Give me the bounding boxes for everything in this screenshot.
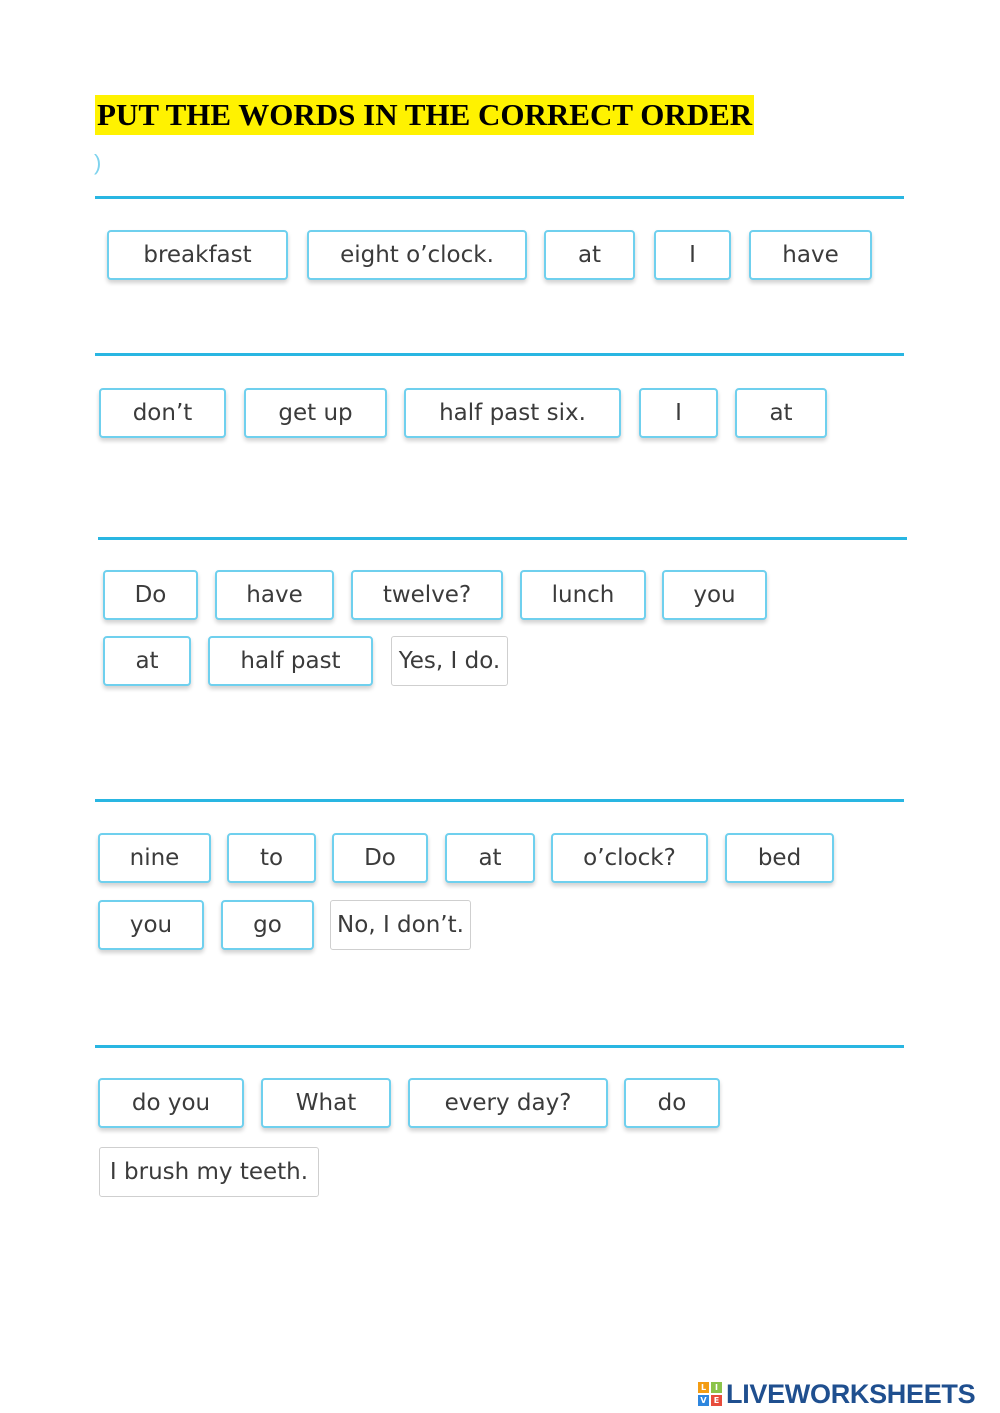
worksheet-title: PUT THE WORDS IN THE CORRECT ORDER bbox=[95, 95, 754, 135]
logo-letter: L bbox=[698, 1382, 709, 1393]
word-tile[interactable]: I bbox=[654, 230, 731, 280]
word-tile[interactable]: have bbox=[749, 230, 872, 280]
word-tile[interactable]: lunch bbox=[520, 570, 646, 620]
word-tile[interactable]: you bbox=[662, 570, 767, 620]
word-tile[interactable]: do bbox=[624, 1078, 720, 1128]
logo-letter: E bbox=[711, 1395, 722, 1406]
word-tile[interactable]: at bbox=[445, 833, 535, 883]
answer-line-1[interactable] bbox=[95, 196, 904, 199]
word-tile[interactable]: o’clock? bbox=[551, 833, 708, 883]
word-tile[interactable]: you bbox=[98, 900, 204, 950]
answer-line-2[interactable] bbox=[95, 353, 904, 356]
answer-line-3[interactable] bbox=[98, 537, 907, 540]
answer-tile[interactable]: I brush my teeth. bbox=[99, 1147, 319, 1197]
word-tile[interactable]: have bbox=[215, 570, 334, 620]
answer-tile[interactable]: No, I don’t. bbox=[330, 900, 471, 950]
word-tile[interactable]: at bbox=[103, 636, 191, 686]
word-tile[interactable]: Do bbox=[103, 570, 198, 620]
word-tile[interactable]: breakfast bbox=[107, 230, 288, 280]
word-tile[interactable]: don’t bbox=[99, 388, 226, 438]
word-tile[interactable]: every day? bbox=[408, 1078, 608, 1128]
answer-line-4[interactable] bbox=[95, 799, 904, 802]
answer-line-5[interactable] bbox=[95, 1045, 904, 1048]
word-tile[interactable]: bed bbox=[725, 833, 834, 883]
word-tile[interactable]: half past six. bbox=[404, 388, 621, 438]
word-tile[interactable]: half past bbox=[208, 636, 373, 686]
liveworksheets-logo bbox=[698, 1377, 975, 1411]
word-tile[interactable]: twelve? bbox=[351, 570, 503, 620]
word-tile[interactable]: to bbox=[227, 833, 316, 883]
answer-tile[interactable]: Yes, I do. bbox=[391, 636, 508, 686]
logo-mark-icon bbox=[698, 1382, 722, 1406]
word-tile[interactable]: What bbox=[261, 1078, 391, 1128]
word-tile[interactable]: get up bbox=[244, 388, 387, 438]
word-tile[interactable]: do you bbox=[98, 1078, 244, 1128]
word-tile[interactable]: at bbox=[544, 230, 635, 280]
logo-letter: V bbox=[698, 1395, 709, 1406]
logo-letter: I bbox=[711, 1382, 722, 1393]
brand-name: LIVEWORKSHEETS bbox=[726, 1378, 976, 1409]
word-tile[interactable]: eight o’clock. bbox=[307, 230, 527, 280]
word-tile[interactable]: go bbox=[221, 900, 314, 950]
word-tile[interactable]: I bbox=[639, 388, 718, 438]
stray-parenthesis: ) bbox=[94, 150, 102, 175]
word-tile[interactable]: at bbox=[735, 388, 827, 438]
word-tile[interactable]: Do bbox=[332, 833, 428, 883]
word-tile[interactable]: nine bbox=[98, 833, 211, 883]
